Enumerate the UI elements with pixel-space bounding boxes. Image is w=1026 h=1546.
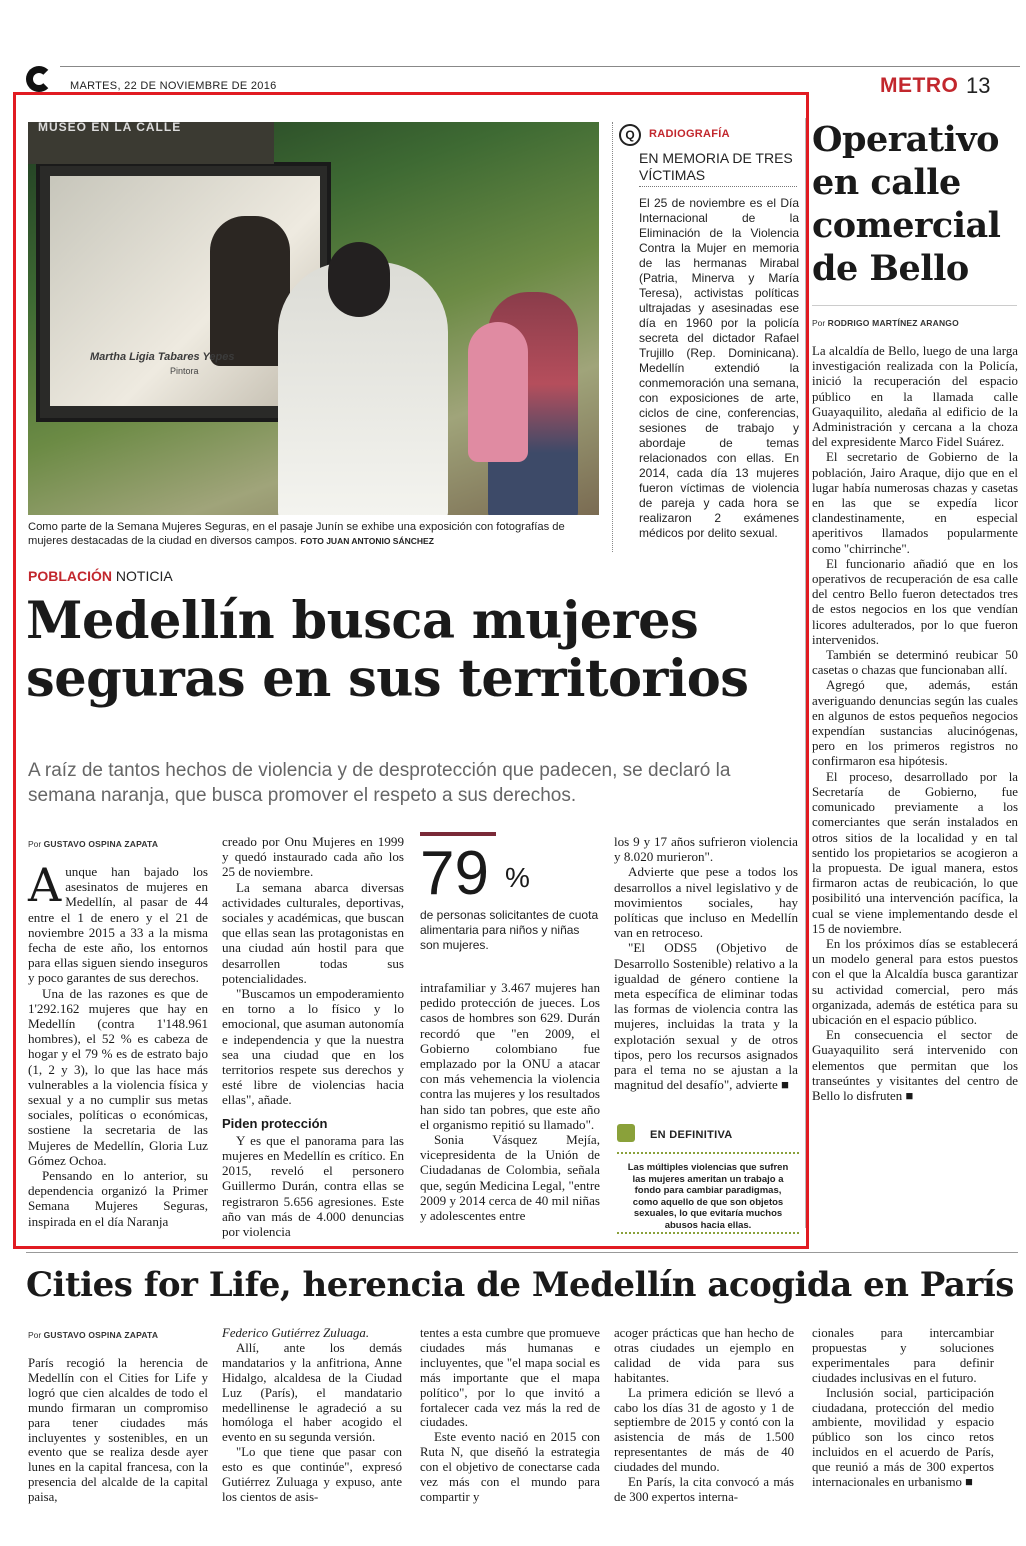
- byline-prefix: Por: [28, 839, 42, 849]
- panel-name: Martha Ligia Tabares Yepes: [90, 351, 235, 363]
- paragraph: Allí, ante los demás mandatarios y la anfitriona, Anne Hidalgo, alcaldesa de la Ciudad Luz (París), el mandatario medellinense le agradeció a su homóloga el haber acogido el evento en su segunda versión.: [222, 1340, 402, 1445]
- bottom-column-4: [614, 1326, 794, 1505]
- visitor-head: [328, 242, 390, 317]
- paragraph: Agregó que, además, están averiguando denuncias según las cuales en algunos de estos pequeños negocios expendían sustancias alucinógenas, pero en los primeros registros no confirmaron esa hipótesis.: [812, 678, 1018, 769]
- en-definitiva-label: EN DEFINITIVA: [650, 1129, 733, 1141]
- main-column-3: [420, 980, 600, 1223]
- radiografia-title: EN MEMORIA DE TRES VÍCTIMAS: [639, 150, 793, 183]
- paragraph: acoger prácticas que han hecho de otras ciudades un ejemplo en calidad de vida para sus habitantes.: [614, 1326, 794, 1385]
- article-kicker: [28, 568, 173, 584]
- stat-number: 79: [420, 839, 489, 908]
- paragraph: El funcionario añadió que en los operativos de recuperación de esa calle del centro Bello fueron detectados tres de estos negocios en los que vendían licores adulterados, por lo que fueron intervenidos.: [812, 556, 1018, 647]
- section-name: METRO: [880, 74, 959, 97]
- drop-cap: A: [28, 858, 62, 912]
- paragraph: París recogió la herencia de Medellín con el Cities for Life y logró que cien alcaldes de todo el mundo firmaran un compromiso para tener ciudades más incluyentes y sostenibles, en un evento que se realiza desde ayer lunes en la capital francesa, con la presencia del alcalde de la capital paisa,: [28, 1356, 208, 1505]
- paragraph: La semana abarca diversas actividades culturales, deportivas, sociales y académicas, que buscan que ellas sean las protagonistas en una ciudad aún hostil para que desarrollen todas sus potencialidades.: [222, 879, 404, 986]
- bottom-column-5: [812, 1326, 994, 1490]
- stat-unit: %: [505, 862, 530, 893]
- paragraph: unque han bajado los asesinatos de mujeres en Medellín, al pasar de 44 entre el 1 de enero y el 21 de noviembre 2015 a 33 a la misma fecha de este año, los entornos para ellas siguen siendo inseguros y poco garantes de sus derechos.: [28, 864, 208, 986]
- main-deck: A raíz de tantos hechos de violencia y de desprotección que padecen, se declaró la semana naranja, que busca promover el respeto a sus derechos.: [28, 760, 731, 806]
- bottom-article-rule: [26, 1252, 1018, 1253]
- paragraph: El proceso, desarrollado por la Secretaría de Gobierno, fue comunicado previamente a los comerciantes que serán instalados en otros sitios de la localidad y en tal sentido los propietarios se acogieron a la propuesta. De igual manera, estos firmaron actas de reubicación, lo que posibilitó una intervención pacífica, la cual se viene implementando desde el 15 de noviembre.: [812, 769, 1018, 936]
- paragraph: cionales para intercambiar propuestas y soluciones experimentales para definir ciudades inclusivas en el futuro.: [812, 1326, 994, 1385]
- side-headline: Operativo en calle comercial de Bello: [812, 119, 1001, 289]
- bottom-byline: [28, 1330, 158, 1340]
- bottom-column-2: [222, 1326, 402, 1505]
- paragraph: Sonia Vásquez Mejía, vicepresidenta de la Unión de Ciudadanas de Colombia, señala que, según Medicina Legal, "entre 2009 y 2014 cerca de 40 mil niñas y adolescentes entre: [420, 1132, 600, 1224]
- stat-description: de personas solicitantes de cuota alimentaria para niños y niñas son mujeres.: [420, 908, 599, 952]
- paragraph: Federico Gutiérrez Zuluaga.: [222, 1326, 370, 1340]
- byline-author: GUSTAVO OSPINA ZAPATA: [43, 1330, 159, 1340]
- main-column-1: [28, 858, 208, 1229]
- radiografia-text: El 25 de noviembre es el Día Internacional de la Eliminación de la Violencia Contra la Mujer en memoria de las hermanas Mirabal (Patria, Minerva y María Teresa), activistas políticas ultrajadas y asesinadas ese día en 1960 por la policía secreta del dictador Rafael Trujillo (Rep. Dominicana). Medellín extendió la conmemoración una semana, con exposiciones de arte, ciclos de cine, conferencias, sesiones de trabajo y abordaje de temas relacionados con ellas. En 2014, cada día 13 mujeres fueron víctimas de violencia de pareja y cada hora se realizaron 2 exámenes médicos por delito sexual.: [639, 196, 799, 540]
- paragraph: La alcaldía de Bello, luego de una larga investigación realizada con la Policía, inició la recuperación del espacio público en la llamada calle Guayaquilito, aledaña al edificio de la Administración y cercana a la choza del expresidente Marco Fidel Suárez.: [812, 344, 1018, 450]
- paragraph: "Buscamos un empoderamiento en torno a lo físico y lo emocional, que asuman autonomía e independencia y que la nuestra sea una ciudad que en los territorios respete sus derechos y esté libre de violencias hacia ellas", añade.: [222, 986, 404, 1108]
- main-column-4: [614, 834, 798, 1092]
- paragraph: Este evento nació en 2015 con Ruta N, que diseñó la estrategia con el objetivo de conectarse cada vez más con el mundo para compartir y: [420, 1430, 600, 1504]
- paragraph: "El ODS5 (Objetivo de Desarrollo Sostenible) relativo a la igualdad de género contiene la meta específica de eliminar todas las formas de violencia contra las mujeres, incluidas la trata y la explotación sexual y de otros tipos, pero los recursos asignados para el tema no se ajustan a la magnitud del desafío", advierte ■: [614, 940, 798, 1093]
- en-definitiva-icon: [617, 1124, 635, 1142]
- header-rule: [60, 66, 1020, 67]
- bottom-headline: Cities for Life, herencia de Medellín acogida en París: [26, 1265, 1014, 1305]
- paragraph: "Lo que tiene que pasar con esto es que continúe", expresó Gutiérrez Zuluaga y expuso, ante los cientos de asis-: [222, 1445, 402, 1504]
- radiografia-divider: [639, 186, 797, 187]
- magnifier-icon: Q: [619, 124, 641, 146]
- paragraph: intrafamiliar y 3.467 mujeres han pedido protección de jueces. Los casos de hombres son 629. Durán recordó que "en 2009, el Gobierno colombiano fue emplazado por la ONU a atacar con más vehemencia la violencia contra las mujeres y los resultados han sido tan pobres, que este año el organismo repitió su llamado".: [420, 980, 600, 1132]
- byline-author: RODRIGO MARTÍNEZ ARANGO: [827, 318, 959, 328]
- bottom-column-1: [28, 1356, 208, 1505]
- paragraph: Y es que el panorama para las mujeres en Medellín es crítico. En 2015, reveló el personero Guillermo Durán, contra ellas se registraron 5.656 agresiones. Este año van más de 4.000 denuncias por violencia: [222, 1132, 404, 1240]
- paragraph: Una de las razones es que de 1'292.162 mujeres que hay en Medellín (contra 1'148.961 hombres), el 52 % es cabeza de hogar y el 79 % es de estrato bajo (1, 2 y 3), lo que las hace más vulnerables a la violencia física y sexual y a no cumplir sus metas sociales, políticas o económicas, sostiene la secretaria de las Mujeres de Medellín, Gloria Luz Gómez Ochoa.: [28, 985, 208, 1168]
- en-definitiva-text: Las múltiples violencias que sufren las mujeres ameritan un trabajo a fondo para cambiar paradigmas, como aquello de que son objetos sexuales, lo que evitaría muchos abusos hacia ellas.: [617, 1152, 799, 1234]
- paragraph: En París, la cita convocó a más de 300 expertos interna-: [614, 1475, 794, 1504]
- paragraph: Pensando en lo anterior, su dependencia organizó la Primer Semana Mujeres Seguras, inspirada en el día Naranja: [28, 1168, 208, 1229]
- photo-credit: FOTO JUAN ANTONIO SÁNCHEZ: [300, 536, 434, 546]
- side-byline: [812, 318, 1017, 328]
- child-figure: [468, 322, 528, 462]
- paragraph: creado por Onu Mujeres en 1999 y quedó instaurado cada año los 25 de noviembre.: [222, 834, 404, 880]
- column-divider: [805, 118, 806, 1228]
- radiografia-label: RADIOGRAFÍA: [649, 128, 730, 140]
- subhead: Piden protección: [222, 1115, 328, 1131]
- article-photo: [28, 122, 599, 515]
- photo-caption: [28, 520, 598, 548]
- main-byline: [28, 839, 158, 849]
- issue-date: MARTES, 22 DE NOVIEMBRE DE 2016: [70, 80, 277, 92]
- paragraph: los 9 y 17 años sufrieron violencia y 8.020 murieron".: [614, 834, 798, 865]
- paragraph: Advierte que pese a todos los desarrollos a nivel legislativo y de movimientos sociales, hay políticas que incluso en Medellín van en retroceso.: [614, 864, 798, 941]
- bottom-column-3: [420, 1326, 600, 1505]
- paragraph: La primera edición se llevó a cabo los días 31 de agosto y 1 de septiembre de 2015 y contó con la asistencia de más de 1.500 representantes de más de 40 ciudades del mundo.: [614, 1385, 794, 1475]
- paragraph: En los próximos días se establecerá un modelo general para estos puestos con el que la Alcaldía busca garantizar su actividad comercial, pero más organizada, además de estética para su ubicación en el espacio público.: [812, 936, 1018, 1027]
- byline-prefix: Por: [812, 318, 826, 328]
- byline-prefix: Por: [28, 1330, 42, 1340]
- stat-rule: [420, 832, 496, 836]
- museum-sign: MUSEO EN LA CALLE: [28, 122, 274, 164]
- side-rule: [812, 305, 1017, 306]
- panel-role: Pintora: [170, 366, 199, 376]
- kicker-type: NOTICIA: [115, 568, 173, 584]
- paragraph: Inclusión social, participación ciudadana, protección del medio ambiente, movilidad y espacio público son los cinco retos incluidos en el acuerdo de París, que reunió a más de 300 expertos internacionales en urbanismo ■: [812, 1385, 994, 1490]
- kicker-section: POBLACIÓN: [28, 568, 112, 584]
- main-column-2: [222, 834, 404, 1239]
- byline-author: GUSTAVO OSPINA ZAPATA: [43, 839, 159, 849]
- caption-text: Como parte de la Semana Mujeres Seguras, en el pasaje Junín se exhibe una exposición con fotografías de mujeres destacadas de la ciudad en diversos campos.: [28, 521, 565, 547]
- paragraph: tentes a esta cumbre que promueve ciudades más humanas e incluyentes, que "el mapa social es más importante que el mapa político", por lo que invitó a fortalecer cada vez más la red de ciudades.: [420, 1326, 600, 1430]
- main-headline: Medellín busca mujeres seguras en sus territorios: [26, 591, 749, 709]
- paragraph: El secretario de Gobierno de la población, Jairo Araque, dijo que en el lugar había numerosas chazas y casetas en las que se expedía licor clandestinamente, en especial aperitivos llamados popularmente como "chirrinche".: [812, 450, 1018, 556]
- newspaper-logo-icon: [26, 66, 52, 94]
- paragraph: También se determinó reubicar 50 casetas o chazas que funcionaban allí.: [812, 648, 1018, 678]
- page-number: 13: [966, 73, 991, 98]
- paragraph: En consecuencia el sector de Guayaquilito será intervenido con elementos que permitan que los transeúntes y visitantes del centro de Bello lo disfruten ■: [812, 1028, 1018, 1103]
- side-body: [812, 344, 1018, 1104]
- radiografia-box: [612, 122, 798, 552]
